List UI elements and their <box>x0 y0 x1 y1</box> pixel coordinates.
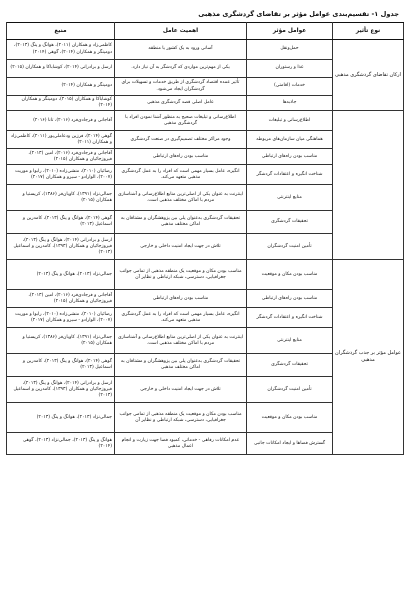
table-row <box>7 111 404 131</box>
importance-cell: اینترنت به عنوان یکی از اصلی‌ترین منابع اطلاع‌رسانی و آشناسازی مردم با اماکن مختلف مذهبی است. <box>115 185 247 211</box>
importance-cell: انگیزه، عامل بسیار مهمی است که افراد را به عمل گردشگری مذهبی متعهد می‌کند. <box>115 308 247 328</box>
factor-cell: حمل‌ونقل <box>247 40 333 60</box>
factor-cell: اطلاع‌رسانی و تبلیغات <box>247 111 333 131</box>
factor-cell: تحقیقات گردشگری <box>247 354 333 377</box>
table-caption: جدول ۱- تقسیم‌بندی عوامل مؤثر بر تقاضای گردشگری مذهبی <box>198 10 399 18</box>
importance-cell: عامل اصلی قصد گردشگری مذهبی <box>115 96 247 111</box>
effect-type-cell: عوامل مؤثر بر جذب گردشگران مذهبی <box>333 260 404 455</box>
source-cell: هوانگ و پنگ (۲۰۱۳)، جمالی‌نژاد (۲۰۱۳)، گوهی (۲۰۱۴) <box>7 433 115 455</box>
source-cell: کاظمی‌زاد و همکاران (۲۰۱۱)، هوانگ و پنگ (۲۰۱۳)، دومینگز و همکاران (۲۰۱۴)، گوهی (۲۰۱۴) <box>7 40 115 60</box>
table-row <box>7 260 404 290</box>
importance-cell: تلاش در جهت ایجاد امنیت داخلی و خارجی <box>115 234 247 260</box>
importance-cell: انگیزه، عامل بسیار مهمی است که افراد را به عمل گردشگری مذهبی متعهد می‌کند. <box>115 165 247 185</box>
importance-cell: آسانی ورود به یک کشور یا منطقه <box>115 40 247 60</box>
importance-cell: مناسب بودن راه‌های ارتباطی <box>115 149 247 165</box>
factor-cell: گسترش فضاها و ایجاد امکانات جانبی <box>247 433 333 455</box>
source-cell: آقاجانی و فرجادی‌فرد (۲۰۱۶)، امین (۲۰۱۳)، فیروزجائیان و همکاران (۲۰۱۵) <box>7 290 115 308</box>
importance-cell: عدم امکانات رفاهی - خدماتی، کمبود فضا جهت زیارت و انجام اعمال مذهبی <box>115 433 247 455</box>
importance-cell: مناسب بودن مکان و موقعیت یک منطقه مذهبی از تمامی جوانب جغرافیایی، دسترسی، شبکه ارتباطی و نظایر آن <box>115 403 247 433</box>
source-cell: ارسل و برادرانی (۲۰۱۴)، هوانگ و پنگ (۲۰۱۳)، فیروزجائیان و همکاران (۱۳۹۳)، کامدرین و اسماعیل (۲۰۱۳) <box>7 234 115 260</box>
header-source: منبع <box>7 23 115 40</box>
importance-cell: تلاش در جهت ایجاد امنیت داخلی و خارجی <box>115 377 247 403</box>
factor-cell: تأمین امنیت گردشگران <box>247 234 333 260</box>
importance-cell: تحقیقات گردشگری به‌عنوان پلی بین پژوهشگران و مشتاقان به اماکن مختلف مذهبی <box>115 354 247 377</box>
importance-cell: تحقیقات گردشگری به‌عنوان پلی بین پژوهشگران و مشتاقان به اماکن مختلف مذهبی <box>115 211 247 234</box>
importance-cell: مناسب بودن مکان و موقعیت یک منطقه مذهبی از تمامی جوانب جغرافیایی، دسترسی، شبکه ارتباطی و نظایر آن <box>115 260 247 290</box>
factors-table <box>6 22 404 455</box>
source-cell: دومینگز و همکاران (۲۰۱۴) <box>7 78 115 96</box>
factor-cell: شناخت انگیزه و اعتقادات گردشگر <box>247 165 333 185</box>
importance-cell: وجود مراکز مختلف تصمیم‌گیری در صنعت گردشگری <box>115 131 247 149</box>
source-cell: جمالی‌نژاد (۱۳۹۱)، کاویان‌فر (۱۳۸۶)، کریستیا و همکاران (۲۰۱۵) <box>7 328 115 354</box>
factor-cell: مناسب بودن راه‌های ارتباطی <box>247 290 333 308</box>
importance-cell: تأثیر عمده اقتصاد گردشگری از طریق خدمات و تسهیلات برای گردشگران ایجاد می‌شود. <box>115 78 247 96</box>
source-cell: گوهی (۲۰۱۴)، فرزین ودعاملی‌پور (۲۰۱۱)، کاظمی‌زاد و همکاران (۲۰۱۱) <box>7 131 115 149</box>
importance-cell: اینترنت به عنوان یکی از اصلی‌ترین منابع اطلاع‌رسانی و آشناسازی مردم با اماکن مختلف مذهبی است. <box>115 328 247 354</box>
factor-cell: منابع اینترنتی <box>247 328 333 354</box>
factor-cell: منابع اینترنتی <box>247 185 333 211</box>
importance-cell: اطلاع‌رسانی و تبلیغات صحیح به منظور آشنا نمودن افراد با گردشگری مذهبی <box>115 111 247 131</box>
source-cell: گوهی (۲۰۱۴)، هوانگ و پنگ (۲۰۱۳)، کامدرین و اسماعیل (۲۰۱۳) <box>7 211 115 234</box>
source-cell: آقاجانی و فرجادی‌فرد (۲۰۱۶)، تانا (۲۰۱۶) <box>7 111 115 131</box>
source-cell: جمالی‌نژاد (۲۰۱۳)، هوانگ و پنگ (۲۰۱۳) <box>7 403 115 433</box>
source-cell: ارسل و برادرانی (۲۰۱۴)، کوشاباکا و همکاران (۲۰۱۵) <box>7 60 115 78</box>
header-factor: عوامل مؤثر <box>247 23 333 40</box>
source-cell: رضائیان (۲۰۱۰)، منشی‌زاده (۲۰۱۰)، رابوا و موریت (۲۰۰۷)، الوارادو - سیزو و همکاران (۲۰۱۷) <box>7 308 115 328</box>
source-cell: جمالی‌نژاد (۱۳۹۱)، کاویان‌فر (۱۳۸۶)، کریستیا و همکاران (۲۰۱۵) <box>7 185 115 211</box>
source-cell: جمالی‌نژاد (۲۰۱۳)، هوانگ و پنگ (۲۰۱۳) <box>7 260 115 290</box>
factor-cell: غذا و رستوران <box>247 60 333 78</box>
source-cell: ارسل و برادرانی (۲۰۱۴)، هوانگ و پنگ (۲۰۱۳)، فیروزجائیان و همکاران (۱۳۹۳)، کامدرین و اسماعیل (۲۰۱۳) <box>7 377 115 403</box>
factor-cell: مناسب بودن مکان و موقعیت <box>247 260 333 290</box>
effect-type-cell: ارکان تقاضای گردشگری مذهبی <box>333 40 404 111</box>
factor-cell: هماهنگی میان سازمان‌های مربوطه <box>247 131 333 149</box>
effect-type-cell <box>333 111 404 260</box>
factor-cell: شناخت انگیزه و اعتقادات گردشگر <box>247 308 333 328</box>
source-cell: کوشاباکا و همکاران (۲۰۱۵)، دومینگز و همکاران (۲۰۱۴) <box>7 96 115 111</box>
factor-cell: جاذبه‌ها <box>247 96 333 111</box>
source-cell: رضائیان (۲۰۱۰)، منشی‌زاده (۲۰۱۰)، رابوا و موریت (۲۰۰۷)، الوارادو - سیزو و همکاران (۲۰۱۷) <box>7 165 115 185</box>
table-row <box>7 40 404 60</box>
importance-cell: مناسب بودن راه‌های ارتباطی <box>115 290 247 308</box>
factor-cell: تأمین امنیت گردشگران <box>247 377 333 403</box>
factor-cell: مناسب بودن راه‌های ارتباطی <box>247 149 333 165</box>
importance-cell: یکی از مهم‌ترین مواردی که گردشگر به آن نیاز دارد. <box>115 60 247 78</box>
table-header-row <box>7 23 404 40</box>
source-cell: آقاجانی و فرجادی‌فرد (۲۰۱۶)، امین (۲۰۱۳)، فیروزجائیان و همکاران (۲۰۱۵) <box>7 149 115 165</box>
header-importance: اهمیت عامل <box>115 23 247 40</box>
header-type: نوع تأثیر <box>333 23 404 40</box>
source-cell: گوهی (۲۰۱۴)، هوانگ و پنگ (۲۰۱۳)، کامدرین و اسماعیل (۲۰۱۳) <box>7 354 115 377</box>
table-body <box>7 40 404 455</box>
factor-cell: تحقیقات گردشگری <box>247 211 333 234</box>
factor-cell: خدمات (اقامتی) <box>247 78 333 96</box>
factor-cell: مناسب بودن مکان و موقعیت <box>247 403 333 433</box>
